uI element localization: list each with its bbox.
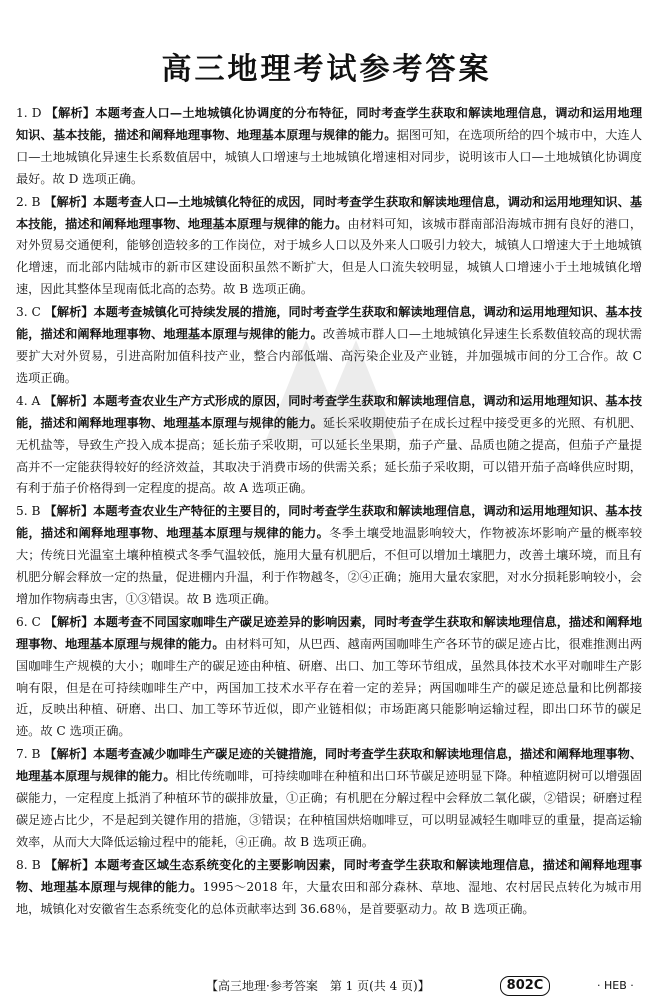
- answer-number: 8. B: [16, 857, 41, 872]
- answer-item-6: [16, 612, 642, 743]
- answer-body: 相比传统咖啡，可持续咖啡在种植和出口环节碳足迹明显下降。种植遮阴树可以增强固碳能力，一定程度上抵消了种植环节的碳排放量，①正确；有机肥在分解过程中会释放二氧化碳，②错误；研磨过程碳足迹占比少，不是起到关键作用的措施，③错误；在种植国烘焙咖啡豆，可以明显减轻生咖啡豆的重量，提高运输效率，从而大大降低运输过程中的能耗，④正确。故 B 选项正确。: [16, 769, 643, 849]
- analysis-tag: 【解析】: [45, 106, 96, 120]
- answer-lead: 本题考查不同国家咖啡生产碳足迹差异的影响因素，同时考查学生获取和解读地理信息，描述和阐释地理事物、地理基本原理与规律的能力。: [16, 614, 643, 651]
- answer-number: 6. C: [16, 614, 41, 629]
- analysis-tag: 【解析】: [44, 857, 95, 872]
- answer-item-2: [16, 192, 642, 302]
- answer-lead: 本题考查区域生态系统变化的主要影响因素，同时考查学生获取和解读地理信息，描述和阐释地理事物、地理基本原理与规律的能力。: [16, 857, 643, 894]
- analysis-tag: 【解析】: [44, 504, 94, 519]
- analysis-tag: 【解析】: [44, 393, 94, 408]
- analysis-tag: 【解析】: [44, 747, 94, 762]
- answer-body: 改善城市群人口—土地城镇化异速生长系数值较高的现状需要扩大对外贸易，引进高附加值科技产业，整合内部低端、高污染企业及产业链，并加强城市间的分工合作。故 C 选项正确。: [16, 327, 642, 385]
- answer-lead: 本题考查农业生产特征的主要目的，同时考查学生获取和解读地理信息，调动和运用地理知识、基本技能，描述和阐释地理事物、地理基本原理与规律的能力。: [16, 504, 643, 541]
- answer-list: [16, 103, 642, 922]
- answer-body: 1995～2018 年，大量农田和部分森林、草地、湿地、农村居民点转化为城市用地，城镇化对安徽省生态系统变化的总体贡献率达到 36.68％，是首要驱动力。故 B 选项正确。: [16, 879, 643, 916]
- answer-number: 2. B: [16, 194, 41, 209]
- answer-lead: 本题考查人口—土地城镇化特征的成因，同时考查学生获取和解读地理信息，调动和运用地理知识、基本技能，描述和阐释地理事物、地理基本原理与规律的能力。: [16, 194, 643, 231]
- answer-item-5: [16, 501, 642, 611]
- answer-body: 由材料可知，该城市群南部沿海城市拥有良好的港口，对外贸易交通便利，能够创造较多的工作岗位，对于城乡人口以及外来人口吸引力较大，城镇人口增速大于土地城镇化增速，而北部内陆城市的新市区建设面积虽然不断扩大，但是人口流失较明显，城镇人口增速小于土地城镇化增速，因此其整体呈现南低北高的态势。故 B 选项正确。: [16, 216, 643, 297]
- answer-lead: 本题考查城镇化可持续发展的措施，同时考查学生获取和解读地理信息，调动和运用地理知识、基本技能，描述和阐释地理事物、地理基本原理与规律的能力。: [16, 305, 643, 342]
- footer-region: · HEB ·: [597, 979, 634, 992]
- answer-body: 由材料可知，从巴西、越南两国咖啡生产各环节的碳足迹占比，很难推测出两国咖啡生产规模的大小；咖啡生产的碳足迹由种植、研磨、出口、加工等环节组成，虽然具体技术水平对咖啡生产影响有限，但是在可持续咖啡生产中，两国加工技术水平存在着一定的差异；两国咖啡生产的碳足迹总量和比例都接近，反映出种植、研磨、出口、加工等环节近似，即产业链相似；市场距离只能影响运输过程，即出口环节的碳足迹。故 C 选项正确。: [16, 636, 643, 739]
- analysis-tag: 【解析】: [44, 614, 94, 629]
- answer-lead: 本题考查减少咖啡生产碳足迹的关键措施，同时考查学生获取和解读地理信息，描述和阐释地理事物、地理基本原理与规律的能力。: [16, 747, 643, 784]
- page-title: 高三地理考试参考答案: [161, 52, 492, 87]
- answer-number: 3. C: [16, 305, 41, 320]
- answer-number: 7. B: [16, 747, 41, 762]
- analysis-tag: 【解析】: [44, 194, 94, 209]
- answer-lead: 本题考查人口—土地城镇化协调度的分布特征，同时考查学生获取和解读地理信息，调动和运用地理知识、基本技能，描述和阐释地理事物、地理基本原理与规律的能力。: [16, 106, 643, 142]
- analysis-tag: 【解析】: [44, 305, 94, 320]
- answer-item-7: [16, 744, 642, 854]
- answer-item-8: [16, 855, 642, 921]
- answer-body: 冬季土壤受地温影响较大，作物被冻坏影响产量的概率较大；传统日光温室土壤种植模式冬季气温较低，施用大量有机肥后，不但可以增加土壤肥力，改善土壤环境，而且有机肥分解会释放一定的热量，促进棚内升温，利于作物越冬，②④正确；施用大量农家肥，对水分损耗影响较小，会增加作物病毒虫害，①③错误。故 B 选项正确。: [16, 526, 643, 606]
- answer-number: 1. D: [16, 106, 42, 120]
- footer-page-info: 【高三地理·参考答案 第 1 页(共 4 页)】: [206, 979, 430, 993]
- answer-number: 5. B: [16, 504, 41, 519]
- answer-item-4: [16, 391, 642, 501]
- answer-item-3: [16, 302, 642, 390]
- answer-body: 据图可知，在选项所给的四个城市中，大连人口—土地城镇化异速生长系数值居中，城镇人口增速与土地城镇化增速相对同步，说明该市人口—土地城镇化协调度最好。故 D 选项正确。: [16, 127, 643, 186]
- answer-lead: 本题考查农业生产方式形成的原因，同时考查学生获取和解读地理信息，调动和运用地理知识、基本技能，描述和阐释地理事物、地理基本原理与规律的能力。: [16, 393, 643, 430]
- answer-body: 延长采收期使茄子在成长过程中接受更多的光照、有机肥、无机盐等，导致生产投入成本提高；延长茄子采收期，可以延长坐果期，茄子产量、品质也随之提高，但茄子产量提高并不一定能获得较好的经济效益，其取决于消费市场的供需关系；延长茄子采收期，可以错开茄子高峰供应时期，有利于茄子价格得到一定程度的提高。故 A 选项正确。: [16, 415, 642, 496]
- answer-item-1: [16, 103, 642, 191]
- answer-number: 4. A: [16, 393, 41, 408]
- exam-code-badge: 802C: [500, 976, 550, 996]
- page-footer: [0, 975, 653, 997]
